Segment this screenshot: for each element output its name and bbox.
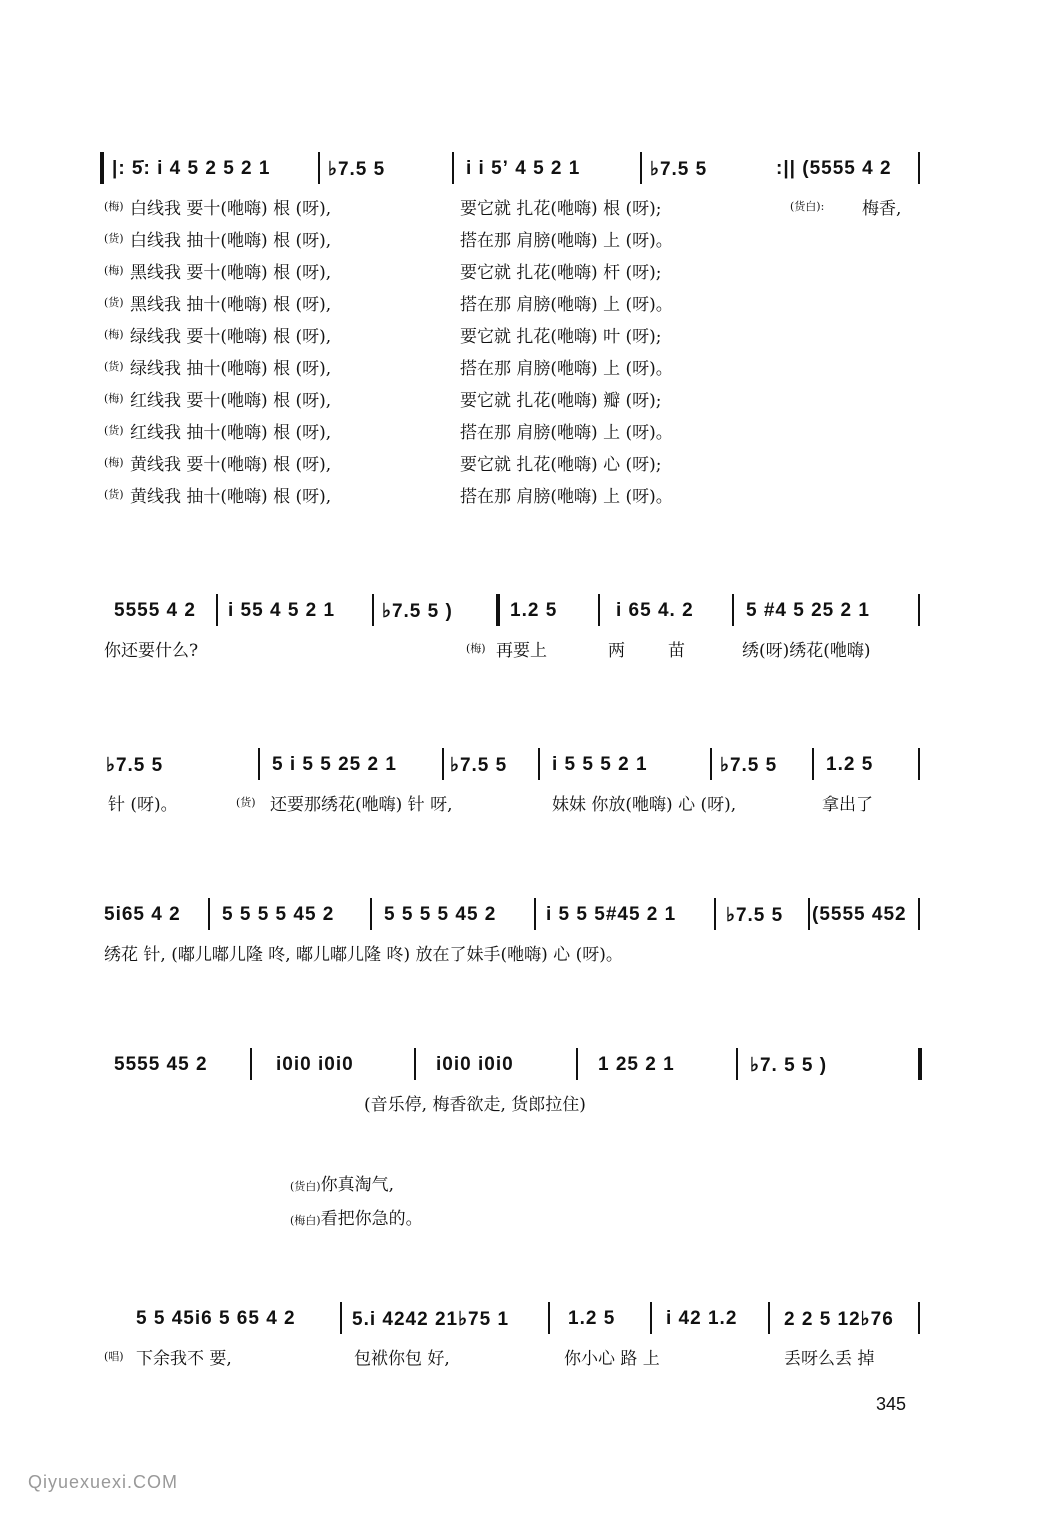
barline [598,594,600,626]
barline [370,898,372,930]
role-label: (货) [104,232,124,245]
measure: 1 25 2 1 [598,1054,675,1075]
lyric: 黄线我 要十(咃嗨) 根 (呀), [130,455,332,475]
barline [372,594,374,626]
measure: 5 5 45i6 5 65 4 2 [136,1308,296,1329]
role-label: (梅) [104,456,124,469]
barline [258,748,260,780]
score-system-3 [100,746,930,816]
barline [538,748,540,780]
measure: 5555 45 2 [114,1054,208,1075]
measure: 2 2 5 12♭76 [784,1309,894,1330]
barline [650,1302,652,1334]
role-label: (货) [104,424,124,437]
measure: 1.2 5 [510,600,558,621]
measure: i 42 1.2 [666,1308,738,1329]
barline [640,152,642,184]
lyric-line [100,936,930,966]
measure: i0i0 i0i0 [276,1054,354,1075]
lyric: 你还要什么? [104,641,199,661]
measure: :|| (5555 4 2 [776,158,892,179]
lyric: 两 [608,641,625,661]
lyric: 苗 [668,641,685,661]
score-system-4 [100,896,930,966]
lyric: 下余我不 要, [136,1349,232,1369]
verse-row [100,318,930,350]
measure: 5 5 5 5 45 2 [384,904,497,925]
dialogue-text: 看把你急的。 [320,1209,423,1229]
notation-line [100,1046,930,1086]
notation-line [100,746,930,786]
score-system-2 [100,592,930,662]
measure: i 65 4. 2 [616,600,694,621]
barline [812,748,814,780]
barline [208,898,210,930]
verse-row [100,446,930,478]
barline [548,1302,550,1334]
lyric: 黄线我 抽十(咃嗨) 根 (呀), [130,487,332,507]
stage-direction-line [100,1086,930,1116]
lyric: 搭在那 肩膀(咃嗨) 上 (呀)。 [460,295,673,315]
barline [732,594,734,626]
measure: 5i65 4 2 [104,904,181,925]
lyric: 丢呀么丢 掉 [784,1349,875,1369]
barline [340,1302,342,1334]
measure: ♭7.5 5 [720,755,778,776]
barline [318,152,320,184]
barline [714,898,716,930]
lyric: 再要上 [496,641,547,661]
lyric-line [100,1340,930,1370]
lyric: 搭在那 肩膀(咃嗨) 上 (呀)。 [460,231,673,251]
lyric: 要它就 扎花(咃嗨) 杆 (呀); [460,263,662,283]
double-barline [496,594,500,626]
lyric: 红线我 要十(咃嗨) 根 (呀), [130,391,332,411]
measure: ♭7.5 5 [726,905,784,926]
verse-row [100,478,930,510]
lyric: 黑线我 抽十(咃嗨) 根 (呀), [130,295,332,315]
measure: |: 5̇: i 4 5 2 5 2 1 [112,158,271,179]
measure: i 5 5 5#45 2 1 [546,904,677,925]
lyric: 你小心 路 上 [564,1349,660,1369]
lyric: 搭在那 肩膀(咃嗨) 上 (呀)。 [460,423,673,443]
score-system-5 [100,1046,930,1116]
lyric: 妹妹 你放(咃嗨) 心 (呀), [552,795,737,815]
verse-row [100,414,930,446]
measure: ♭7.5 5 ) [382,601,453,622]
role-label: (梅) [104,264,124,277]
lyric: 还要那绣花(咃嗨) 针 呀, [270,795,453,815]
verse-row [100,286,930,318]
score-system-6 [100,1300,930,1370]
role-label: (货) [236,796,256,809]
role-label: (货白) [290,1180,321,1193]
measure: ♭7.5 5 [650,159,708,180]
barline [918,594,920,626]
repeat-start-bar [100,152,104,184]
lyric: 搭在那 肩膀(咃嗨) 上 (呀)。 [460,359,673,379]
role-label: (梅) [104,328,124,341]
measure: i0i0 i0i0 [436,1054,514,1075]
final-barline [918,1048,922,1080]
verse-row [100,222,930,254]
measure: ♭7.5 5 [450,755,508,776]
role-label: (货白): [790,200,825,213]
measure: i i 5ʼ 4 5 2 1 [466,158,581,179]
lyric-line [100,786,930,816]
lyric: 绿线我 抽十(咃嗨) 根 (呀), [130,359,332,379]
measure: ♭7. 5 5 ) [750,1055,828,1076]
lyric: 白线我 要十(咃嗨) 根 (呀), [130,199,332,219]
verse-row [100,190,930,222]
barline [414,1048,416,1080]
lyric: 拿出了 [822,795,873,815]
role-label: (梅白) [290,1214,321,1227]
verse-block [100,190,930,510]
barline [216,594,218,626]
lyric: 包袱你包 好, [354,1349,450,1369]
role-label: (货) [104,488,124,501]
barline [918,748,920,780]
barline [534,898,536,930]
measure: ♭7.5 5 [328,159,386,180]
lyric: 要它就 扎花(咃嗨) 心 (呀); [460,455,662,475]
notation-line [100,896,930,936]
notation-line [100,592,930,632]
score-system-1 [100,150,930,510]
dialogue-line [290,1170,394,1195]
lyric: 梅香, [862,199,902,219]
dialogue-text: 你真淘气, [320,1175,394,1195]
verse-row [100,350,930,382]
verse-row [100,382,930,414]
measure: 5 5 5 5 45 2 [222,904,335,925]
lyric: 红线我 抽十(咃嗨) 根 (呀), [130,423,332,443]
measure: 5 #4 5 25 2 1 [746,600,870,621]
barline [442,748,444,780]
barline [918,152,920,184]
measure: 1.2 5 [568,1308,616,1329]
verse-row [100,254,930,286]
barline [808,898,810,930]
lyric: 绣(呀)绣花(咃嗨) [742,641,871,661]
measure: 5.i 4242 21♭75 1 [352,1309,510,1330]
role-label: (货) [104,296,124,309]
lyric-line [100,632,930,662]
lyric: 搭在那 肩膀(咃嗨) 上 (呀)。 [460,487,673,507]
role-label: (货) [104,360,124,373]
barline [576,1048,578,1080]
lyric: 绿线我 要十(咃嗨) 根 (呀), [130,327,332,347]
measure: 5 i 5 5 25 2 1 [272,754,397,775]
lyric: 黑线我 要十(咃嗨) 根 (呀), [130,263,332,283]
barline [452,152,454,184]
barline [768,1302,770,1334]
barline [250,1048,252,1080]
barline [918,1302,920,1334]
measure: 1.2 5 [826,754,874,775]
role-label: (梅) [104,200,124,213]
role-label: (梅) [466,642,486,655]
barline [710,748,712,780]
watermark-logo: Qiyuexuexi.COM [28,1472,179,1492]
measure: (5555 452 [812,904,907,925]
dialogue-line [290,1204,423,1229]
measure: 5555 4 2 [114,600,196,621]
notation-line [100,1300,930,1340]
role-label: (唱) [104,1350,124,1363]
lyric: 要它就 扎花(咃嗨) 根 (呀); [460,199,662,219]
measure: i 5 5 5 2 1 [552,754,648,775]
page-number: 345 [876,1394,907,1414]
measure: ♭7.5 5 [106,755,164,776]
notation-line [100,150,930,190]
role-label: (梅) [104,392,124,405]
lyric: 针 (呀)。 [108,795,178,815]
measure: i 55 4 5 2 1 [228,600,336,621]
stage-direction: (音乐停, 梅香欲走, 货郎拉住) [364,1095,586,1115]
lyric: 要它就 扎花(咃嗨) 叶 (呀); [460,327,662,347]
lyric: 白线我 抽十(咃嗨) 根 (呀), [130,231,332,251]
barline [918,898,920,930]
lyric: 要它就 扎花(咃嗨) 瓣 (呀); [460,391,662,411]
lyric: 绣花 针, (嘟儿嘟儿隆 咚, 嘟儿嘟儿隆 咚) 放在了妹手(咃嗨) 心 (呀)。 [104,945,623,965]
barline [736,1048,738,1080]
